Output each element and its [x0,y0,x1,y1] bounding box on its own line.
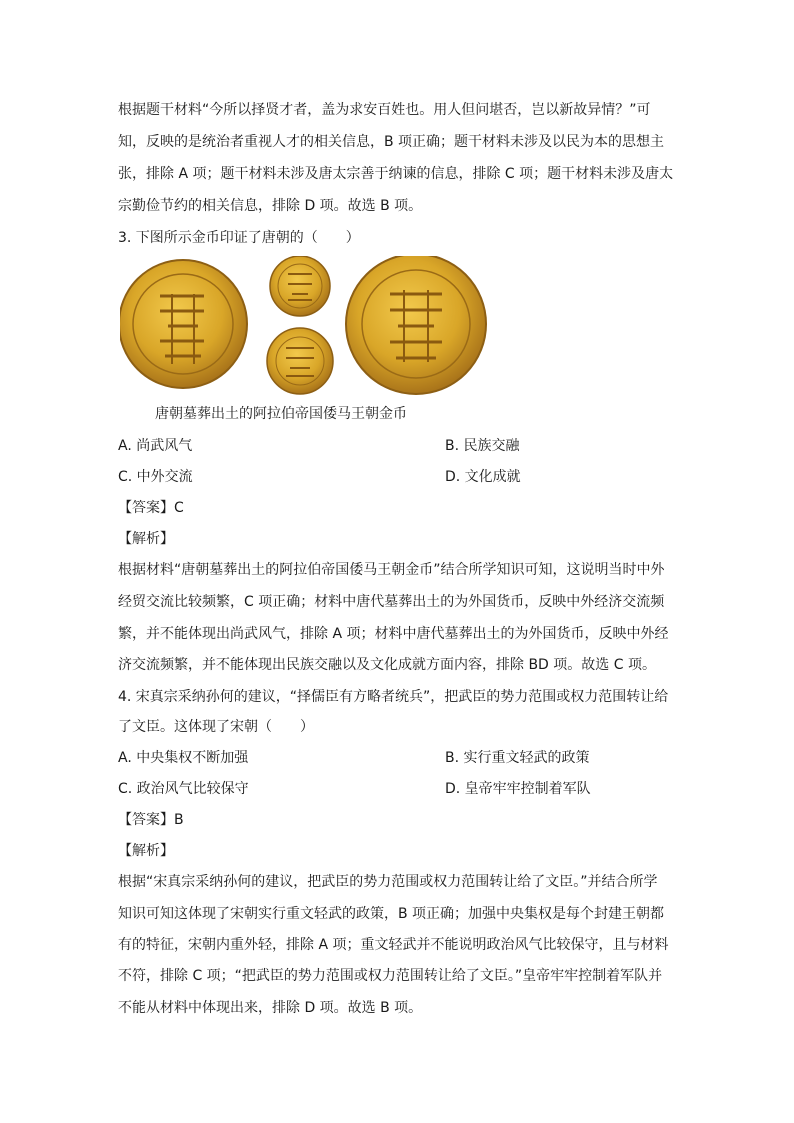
q4-answer: 【答案】B [118,812,184,828]
q4-option-c: C. 政治风气比较保守 [118,781,249,797]
coin-bottom-middle [267,328,333,394]
intro-line-4: 宗勤俭节约的相关信息，排除 D 项。故选 B 项。 [118,198,423,214]
q3-answer: 【答案】C [118,500,184,516]
intro-line-3: 张，排除 A 项；题干材料未涉及唐太宗善于纳谏的信息，排除 C 项；题干材料未涉及唐太 [118,166,674,182]
q3-option-a: A. 尚武风气 [118,438,193,454]
q3-analysis-title: 【解析】 [118,531,174,547]
q4-analysis-title: 【解析】 [118,843,174,859]
intro-line-2: 知，反映的是统治者重视人才的相关信息，B 项正确；题干材料未涉及以民为本的思想主 [118,134,665,150]
q3-analysis-line-3: 繁，并不能体现出尚武风气，排除 A 项；材料中唐代墓葬出土的为外国货币，反映中外经 [118,626,669,642]
q3-option-d: D. 文化成就 [445,469,521,485]
q4-stem-line-1: 4. 宋真宗采纳孙何的建议，“择儒臣有方略者统兵”，把武臣的势力范围或权力范围转让给 [118,689,669,705]
coin-top-middle [270,256,330,316]
q4-analysis-line-2: 知识可知这体现了宋朝实行重文轻武的政策，B 项正确；加强中央集权是每个封建王朝都 [118,906,665,922]
q3-analysis-line-2: 经贸交流比较频繁，C 项正确；材料中唐代墓葬出土的为外国货币，反映中外经济交流频 [118,594,665,610]
q3-option-c: C. 中外交流 [118,469,193,485]
q3-option-b: B. 民族交融 [445,438,520,454]
q3-analysis-line-1: 根据材料“唐朝墓葬出土的阿拉伯帝国倭马王朝金币”结合所学知识可知，这说明当时中外 [118,562,665,578]
q4-option-a: A. 中央集权不断加强 [118,750,249,766]
q3-analysis-line-4: 济交流频繁，并不能体现出民族交融以及文化成就方面内容，排除 BD 项。故选 C 项。 [118,657,656,673]
q4-stem-line-2: 了文臣。这体现了宋朝（ ） [118,719,314,735]
q4-option-d: D. 皇帝牢牢控制着军队 [445,781,591,797]
coin-left [120,260,247,388]
q4-analysis-line-4: 不符，排除 C 项；“把武臣的势力范围或权力范围转让给了文臣。”皇帝牢牢控制着军队并 [118,968,663,984]
q4-option-b: B. 实行重文轻武的政策 [445,750,590,766]
coin-right [346,256,486,394]
intro-line-1: 根据题干材料“今所以择贤才者，盖为求安百姓也。用人但问堪否，岂以新故异情？”可 [118,102,651,118]
q4-analysis-line-1: 根据“宋真宗采纳孙何的建议，把武臣的势力范围或权力范围转让给了文臣。”并结合所学 [118,874,658,890]
q3-stem: 3. 下图所示金币印证了唐朝的（ ） [118,230,360,246]
q4-analysis-line-3: 有的特征，宋朝内重外轻，排除 A 项；重文轻武并不能说明政治风气比较保守，且与材料 [118,937,669,953]
coin-caption: 唐朝墓葬出土的阿拉伯帝国倭马王朝金币 [155,406,407,422]
gold-coins-image [120,256,490,398]
q4-analysis-line-5: 不能从材料中体现出来，排除 D 项。故选 B 项。 [118,1000,423,1016]
